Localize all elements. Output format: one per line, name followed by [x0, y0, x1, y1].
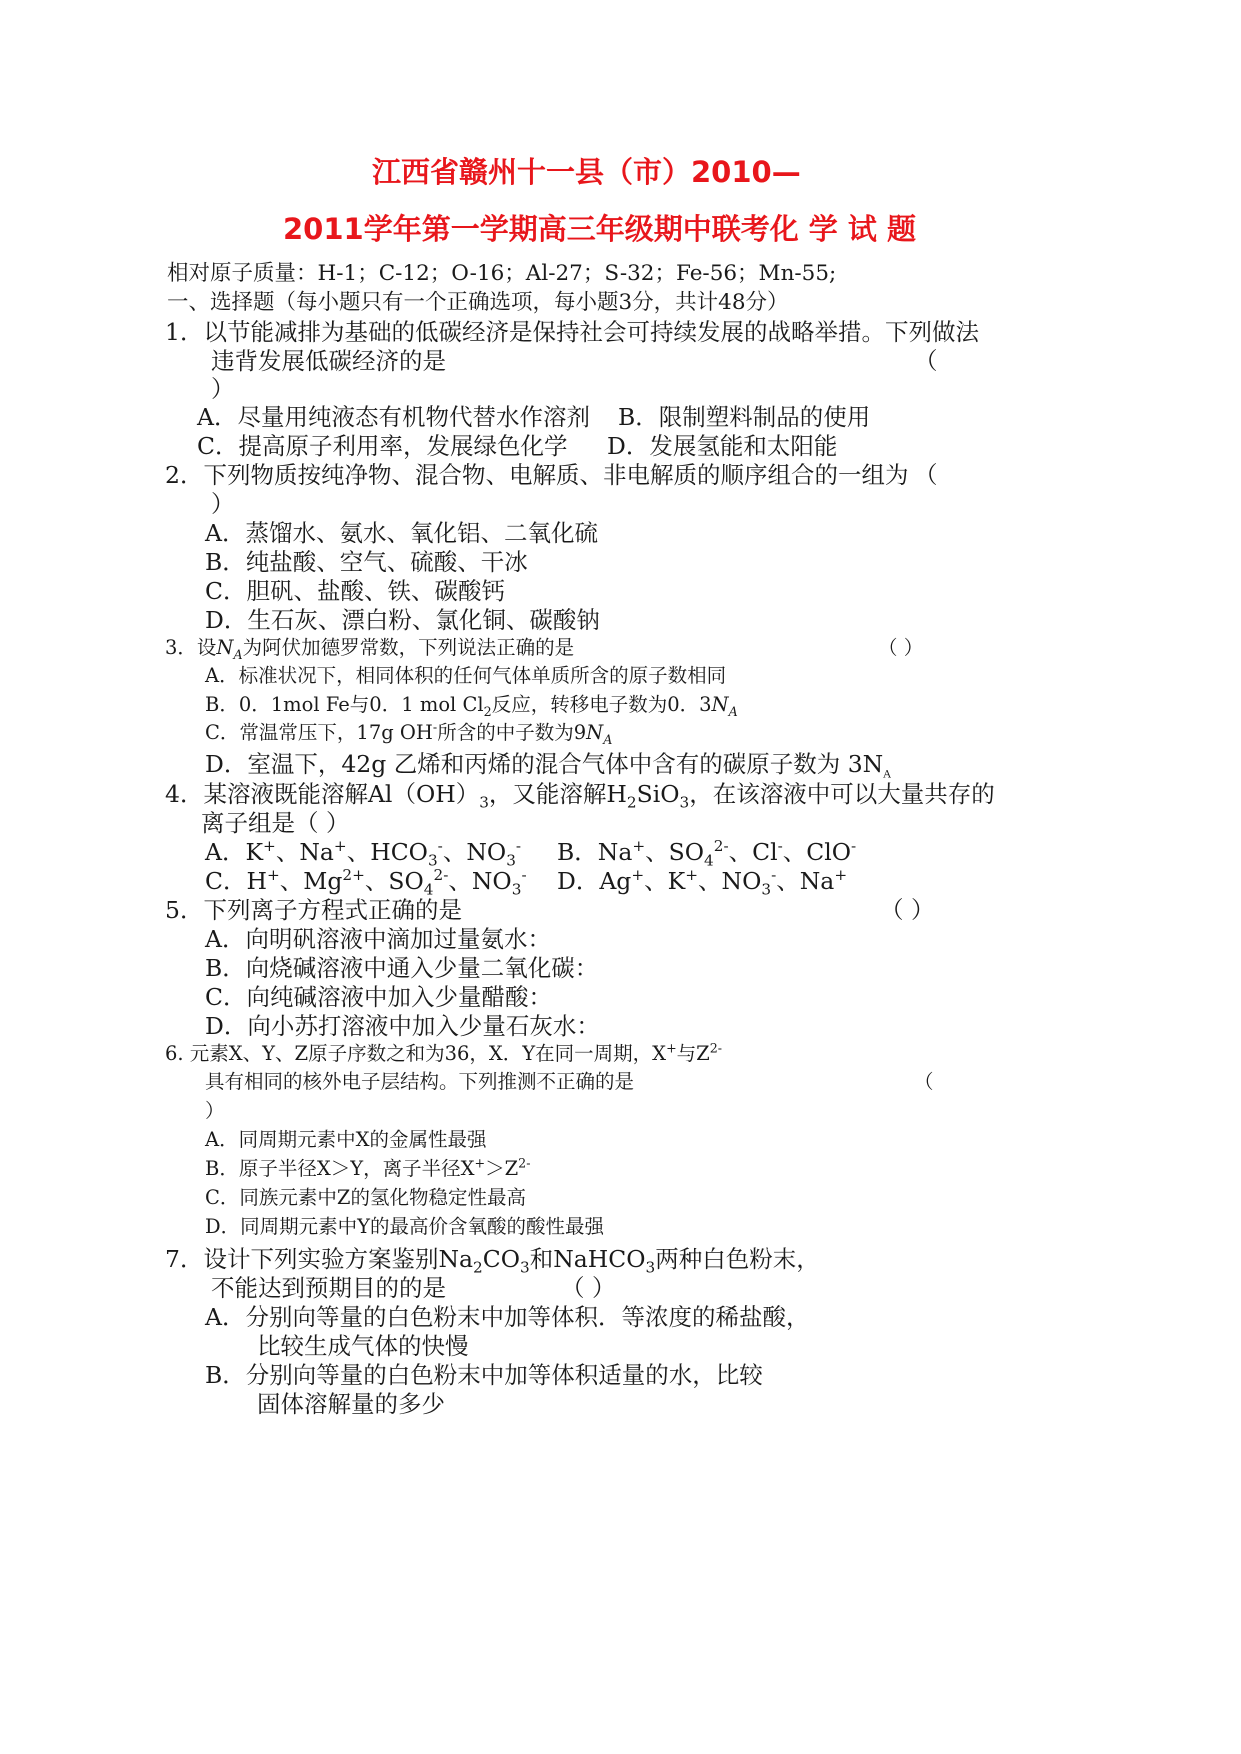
q4-option-b: B．Na+、$SO_4^{2-}$、Cl-、ClO- [557, 837, 857, 870]
q3-option-d: D．室温下，42g 乙烯和丙烯的混合气体中含有的碳原子数为 $3N_A$ [205, 750, 891, 781]
atomic-masses: 相对原子质量：H-1；C-12；O-16；Al-27；S-32；Fe-56；Mn-55; [167, 261, 837, 286]
q5-option-a: A．向明矾溶液中滴加过量氨水： [205, 925, 551, 953]
q1-stem-line-2: 违背发展低碳经济的是 [211, 347, 446, 375]
q3-answer-blank: （ ） [878, 636, 924, 659]
q3-option-b: B．0．1mol Fe与0．1 mol $Cl_2$反应，转移电子数为0．$3N_A$ [205, 693, 738, 719]
q6-stem-line-1: 6. 元素X、Y、Z原子序数之和为36，X．Y在同一周期，X+与$Z^{2-}$ [165, 1040, 723, 1065]
q6-option-c: C．同族元素中Z的氢化物稳定性最高 [205, 1186, 526, 1209]
q2-answer-paren-close: ） [211, 490, 235, 518]
q6-answer-paren-open: （ [914, 1070, 934, 1093]
q7-option-b-line-1: B．分别向等量的白色粉末中加等体积适量的水，比较 [205, 1361, 763, 1389]
q7-option-a-line-1: A．分别向等量的白色粉末中加等体积．等浓度的稀盐酸， [205, 1303, 810, 1331]
q2-option-a: A．蒸馏水、氨水、氧化铝、二氧化硫 [205, 519, 598, 547]
q3-option-c: C．常温常压下，17g OH-所含的中子数为$9N_A$ [205, 719, 613, 747]
q1-option-d: D．发展氢能和太阳能 [607, 432, 838, 460]
q6-stem-line-2: 具有相同的核外电子层结构。下列推测不正确的是 [205, 1070, 635, 1093]
q7-stem-line-1: 7．设计下列实验方案鉴别$Na_2CO_3$和NaHCO$_3$两种白色粉末， [165, 1245, 820, 1277]
q2-option-c: C．胆矾、盐酸、铁、碳酸钙 [205, 577, 505, 605]
q7-option-a-line-2: 比较生成气体的快慢 [257, 1332, 469, 1360]
q1-stem-line-1: 1．以节能减排为基础的低碳经济是保持社会可持续发展的战略举措。下列做法 [165, 318, 979, 346]
q4-stem-line-2: 离子组是（ ） [201, 809, 350, 837]
q1-answer-paren-close: ） [211, 375, 235, 403]
q2-option-d: D．生石灰、漂白粉、氯化铜、碳酸钠 [205, 606, 600, 634]
q6-option-a: A．同周期元素中X的金属性最强 [205, 1128, 487, 1151]
q4-stem-line-1: 4．某溶液既能溶解$Al(OH)_3$，又能溶解$H_2SiO_3$，在该溶液中可以大量共存的 [165, 780, 995, 812]
q2-option-b: B．纯盐酸、空气、硫酸、干冰 [205, 548, 528, 576]
q4-option-a: A．K+、Na+、$HCO_3^-$、$NO_3^-$ [205, 837, 522, 870]
q4-option-d: D．Ag+、K+、$NO_3^-$、Na+ [557, 866, 848, 899]
q1-option-c: C．提高原子利用率，发展绿色化学 [197, 432, 568, 460]
q6-answer-paren-close: ） [205, 1099, 225, 1122]
q4-option-c: C．H+、$Mg^{2+}$、$SO_4^{2-}$、$NO_3^-$ [205, 866, 527, 899]
q3-option-a: A．标准状况下，相同体积的任何气体单质所含的原子数相同 [205, 664, 727, 687]
q1-answer-paren-open: （ [914, 347, 938, 375]
q1-option-a: A．尽量用纯液态有机物代替水作溶剂 [197, 403, 590, 431]
q7-answer-blank: （ ） [561, 1274, 616, 1302]
q5-option-b: B．向烧碱溶液中通入少量二氧化碳： [205, 954, 599, 982]
q1-option-b: B．限制塑料制品的使用 [618, 403, 871, 431]
q7-stem-line-2: 不能达到预期目的的是 [211, 1274, 446, 1302]
q2-answer-paren-open: （ [914, 461, 938, 489]
q5-stem: 5．下列离子方程式正确的是 [165, 896, 462, 924]
q5-answer-blank: （ ） [880, 896, 935, 924]
q3-stem: 3．设$N_A$为阿伏加德罗常数，下列说法正确的是 [165, 636, 575, 662]
title-line-2: 2011学年第一学期高三年级期中联考化 学 试 题 [283, 212, 917, 246]
q6-option-b: B．原子半径X＞Y，离子半径$X^+>Z^{2-}$ [205, 1155, 531, 1180]
q5-option-d: D．向小苏打溶液中加入少量石灰水： [205, 1012, 600, 1040]
q6-option-d: D．同周期元素中Y的最高价含氧酸的酸性最强 [205, 1215, 605, 1238]
q2-stem: 2．下列物质按纯净物、混合物、电解质、非电解质的顺序组合的一组为 [165, 461, 909, 489]
section-header: 一、选择题（每小题只有一个正确选项，每小题3分，共计48分） [167, 290, 789, 315]
title-line-1: 江西省赣州十一县（市）2010— [372, 155, 801, 189]
q7-option-b-line-2: 固体溶解量的多少 [257, 1390, 445, 1418]
q5-option-c: C．向纯碱溶液中加入少量醋酸： [205, 983, 552, 1011]
